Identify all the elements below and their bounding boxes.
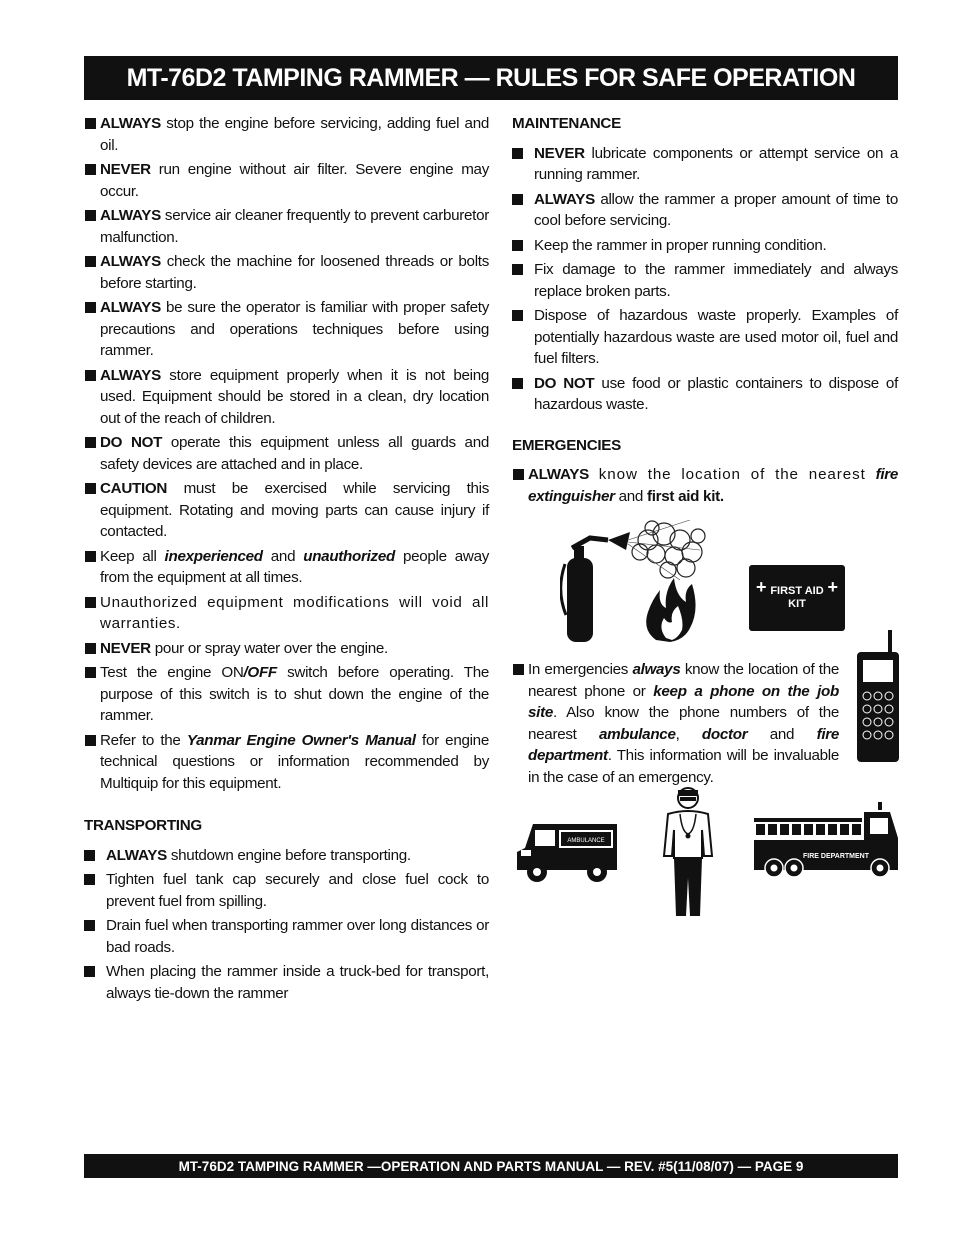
rule-item: ALWAYS store equipment properly when it is not being used. Equipment should be stored in a clean, dry location out of the reach of children. [84, 365, 489, 430]
fire-truck-icon [752, 800, 900, 882]
maintenance-item: DO NOT use food or plastic containers to dispose of hazardous waste. [512, 373, 898, 416]
maintenance-heading: MAINTENANCE [512, 115, 621, 132]
rule-item: ALWAYS be sure the operator is familiar with proper safety precautions and operations techniques before using rammer. [84, 297, 489, 362]
phone-icon [855, 630, 901, 764]
phone-paragraph [512, 659, 839, 791]
doctor-icon [662, 786, 714, 918]
rule-item: Keep all inexperienced and unauthorized people away from the equipment at all times. [84, 546, 489, 589]
rule-item: Unauthorized equipment modifications will void all warranties. [84, 592, 489, 635]
transport-item: When placing the rammer inside a truck-bed for transport, always tie-down the rammer [84, 961, 489, 1004]
rule-item: NEVER run engine without air filter. Severe engine may occur. [84, 159, 489, 202]
emergencies-heading: EMERGENCIES [512, 436, 621, 454]
rule-item: Test the engine ON/OFF switch before operating. The purpose of this switch is to shut down the engine of the rammer. [84, 662, 489, 727]
fire-extinguisher-illustration [560, 520, 720, 645]
ambulance-label: AMBULANCE [567, 838, 605, 844]
rule-item: ALWAYS check the machine for loosened threads or bolts before starting. [84, 251, 489, 294]
rule-item: ALWAYS service air cleaner frequently to prevent carburetor malfunction. [84, 205, 489, 248]
rule-item: ALWAYS stop the engine before servicing, adding fuel and oil. [84, 113, 489, 156]
rule-item: DO NOT operate this equipment unless all guards and safety devices are attached and in place. [84, 432, 489, 475]
page-footer: MT-76D2 TAMPING RAMMER —OPERATION AND PARTS MANUAL — REV. #5(11/08/07) — PAGE 9 [84, 1154, 898, 1178]
left-column [84, 113, 489, 1007]
maintenance-item: NEVER lubricate components or attempt service on a running rammer. [512, 143, 898, 186]
first-aid-label: FIRST AID KIT [770, 585, 824, 610]
page-title: MT-76D2 TAMPING RAMMER — RULES FOR SAFE OPERATION [84, 56, 898, 100]
maintenance-item: Dispose of hazardous waste properly. Examples of potentially hazardous waste are used motor oil, fuel and fuel filters. [512, 305, 898, 370]
rule-item: Refer to the Yanmar Engine Owner's Manual for engine technical questions or information recommended by Multiquip for this equipment. [84, 730, 489, 795]
transport-item: Tighten fuel tank cap securely and close fuel cock to prevent fuel from spilling. [84, 869, 489, 912]
maintenance-item: Keep the rammer in proper running condition. [512, 235, 898, 257]
maintenance-item: Fix damage to the rammer immediately and always replace broken parts. [512, 259, 898, 302]
first-aid-kit-icon: + + FIRST AID KIT [749, 565, 845, 631]
rule-item: CAUTION must be exercised while servicing this equipment. Rotating and moving parts can cause injury if contacted. [84, 478, 489, 543]
right-column [512, 113, 898, 510]
maintenance-item: ALWAYS allow the rammer a proper amount of time to cool before servicing. [512, 189, 898, 232]
ambulance-icon [515, 818, 620, 886]
transport-item: ALWAYS shutdown engine before transporting. [84, 845, 489, 867]
transport-item: Drain fuel when transporting rammer over long distances or bad roads. [84, 915, 489, 958]
fire-truck-label: FIRE DEPARTMENT [803, 853, 869, 860]
emergency-item: In emergencies always know the location of the nearest phone or keep a phone on the job site. Also know the phone numbers of the nearest ambulance, doctor and fire department. This information will be invaluable in the case of an emergency. [512, 659, 839, 788]
emergency-item: ALWAYS know the location of the nearest fire extinguisher and first aid kit. [512, 464, 898, 507]
rule-item: NEVER pour or spray water over the engine. [84, 638, 489, 660]
transporting-heading: TRANSPORTING [84, 817, 202, 834]
